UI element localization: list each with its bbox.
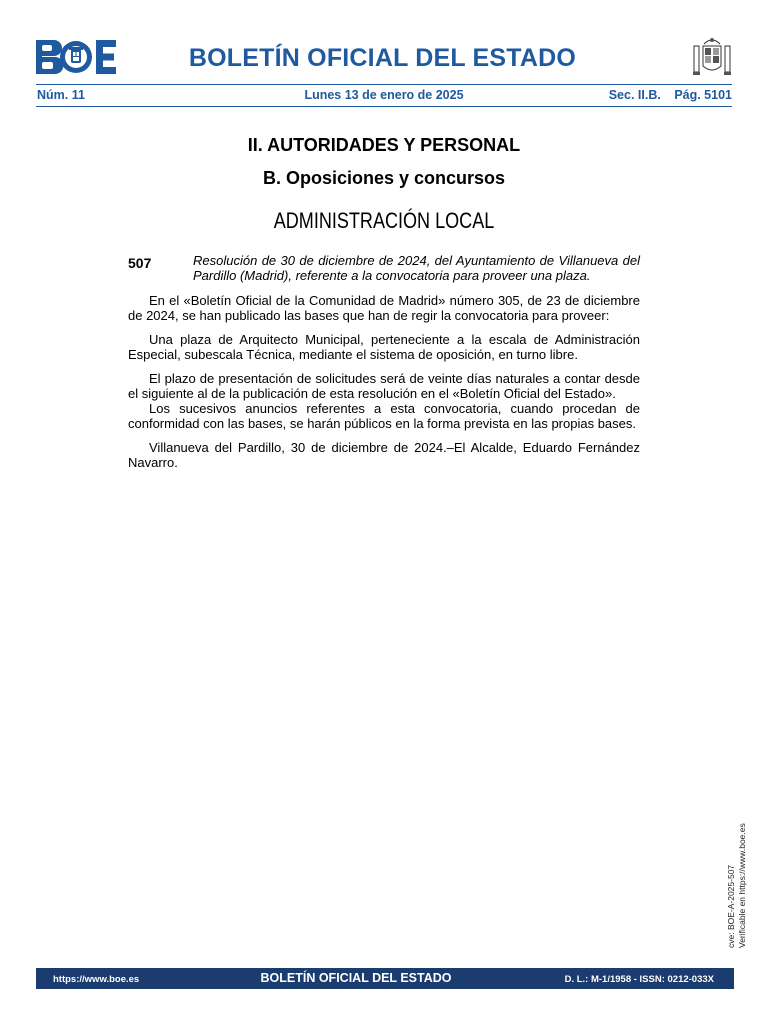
page-label: Pág. 5101	[674, 88, 732, 102]
section-page	[609, 88, 732, 102]
verification-link[interactable]: Verificable en https://www.boe.es	[737, 823, 747, 948]
subsection-title: B. Oposiciones y concursos	[262, 168, 506, 188]
reference-number: 507	[128, 255, 152, 271]
paragraph: En el «Boletín Oficial de la Comunidad de Madrid» número 305, de 23 de diciembre de 2024, se han publicado las bases que han de regir la convocatoria para proveer:	[128, 293, 640, 323]
footer-bar	[36, 968, 734, 989]
paragraph: Una plaza de Arquitecto Municipal, perteneciente a la escala de Administración Especial, subescala Técnica, mediante el sistema de oposición, en turno libre.	[128, 332, 640, 362]
coat-of-arms-icon	[692, 36, 732, 80]
cve-code: cve: BOE-A-2025-507	[726, 864, 736, 948]
reference-summary: Resolución de 30 de diciembre de 2024, del Ayuntamiento de Villanueva del Pardillo (Madrid), referente a la convocatoria para proveer una plaza.	[193, 253, 640, 283]
verification-note	[726, 808, 750, 948]
footer-url-link[interactable]: https://www.boe.es	[53, 974, 140, 985]
section-title: II. AUTORIDADES Y PERSONAL	[247, 135, 521, 155]
footer-legal: D. L.: M-1/1958 - ISSN: 0212-033X	[564, 974, 714, 985]
meta-rule	[36, 106, 732, 107]
issue-number: Núm. 11	[37, 88, 85, 102]
header-title: BOLETÍN OFICIAL DEL ESTADO	[188, 44, 577, 72]
paragraph: Los sucesivos anuncios referentes a esta convocatoria, cuando procedan de conformidad con las bases, se harán públicos en la forma prevista en las propias bases.	[128, 401, 640, 431]
issue-date: Lunes 13 de enero de 2025	[304, 88, 464, 102]
admin-title: ADMINISTRACIÓN LOCAL	[273, 208, 495, 233]
section-label: Sec. II.B.	[608, 88, 661, 102]
header-rule	[36, 84, 732, 85]
boe-logo-icon	[36, 40, 116, 74]
document-body	[128, 293, 640, 470]
footer-title: BOLETÍN OFICIAL DEL ESTADO	[260, 971, 452, 985]
signature-line: Villanueva del Pardillo, 30 de diciembre de 2024.–El Alcalde, Eduardo Fernández Navarro.	[128, 440, 640, 470]
paragraph: El plazo de presentación de solicitudes será de veinte días naturales a contar desde el siguiente al de la publicación de esta resolución en el «Boletín Oficial del Estado».	[128, 371, 640, 401]
